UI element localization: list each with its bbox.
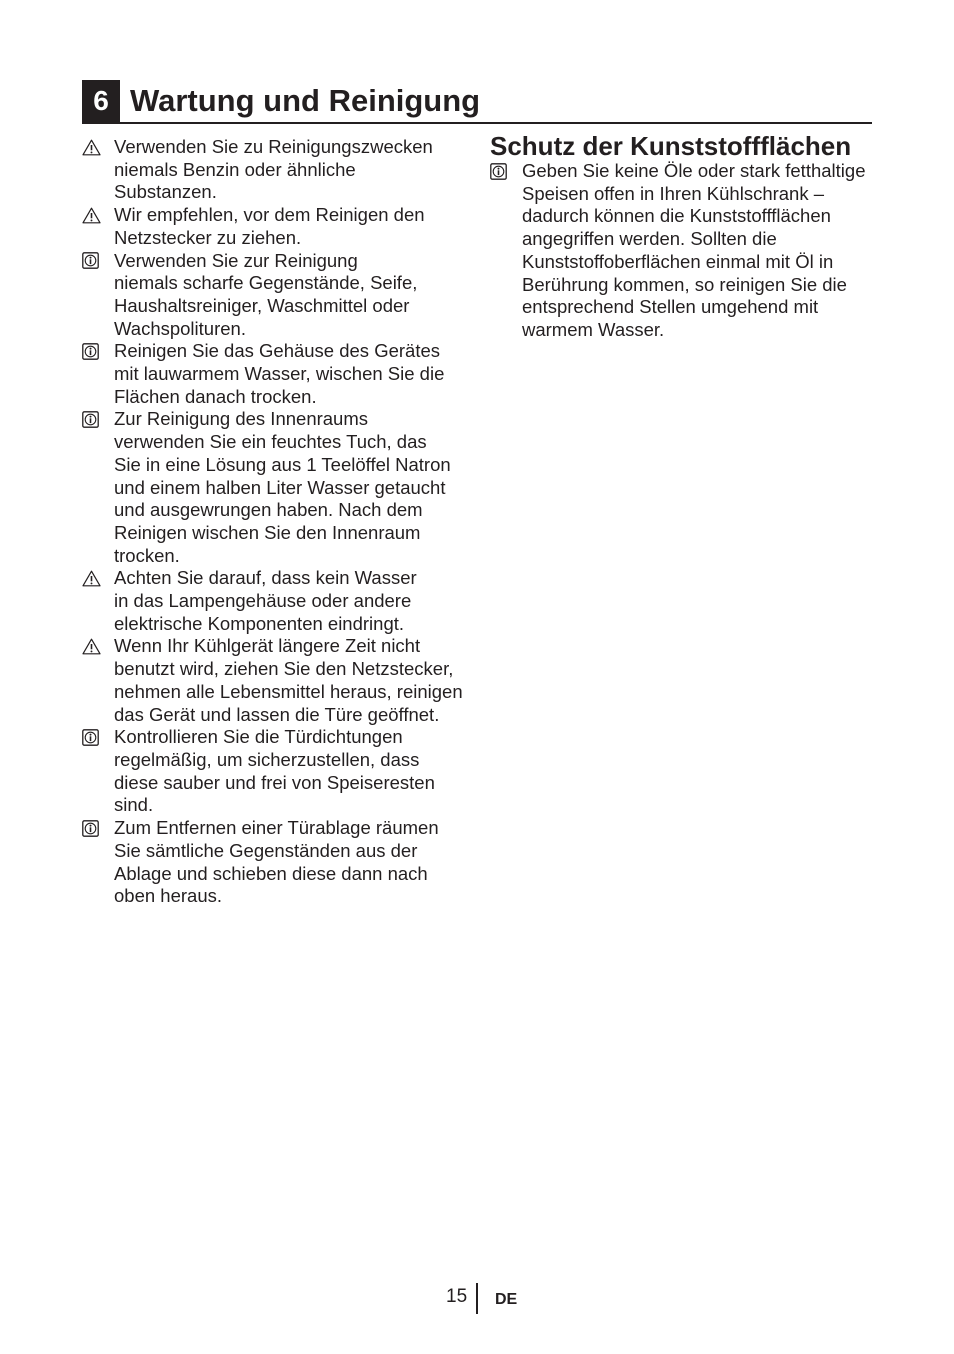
page-number: 15 xyxy=(446,1286,468,1307)
item-text-line: Kontrollieren Sie die Türdichtungen xyxy=(114,726,403,748)
list-item xyxy=(82,250,472,341)
item-text-line: Achten Sie darauf, dass kein Wasser xyxy=(114,567,417,589)
list-item xyxy=(82,340,472,408)
plastic-surfaces-instructions-list xyxy=(490,160,880,342)
info-icon xyxy=(82,408,114,431)
info-icon xyxy=(82,726,114,749)
item-text-line: Wir empfehlen, vor dem Reinigen den xyxy=(114,204,425,226)
list-item xyxy=(82,726,472,817)
item-text xyxy=(114,567,472,635)
item-text-line: oben heraus. xyxy=(114,885,223,907)
warning-icon xyxy=(82,204,114,227)
info-icon xyxy=(82,817,114,840)
maintenance-instructions-list xyxy=(82,136,472,908)
item-text-line: elektrische Komponenten eindringt. xyxy=(114,612,405,634)
item-text-line: Zur Reinigung des Innenraums xyxy=(114,408,369,430)
item-text xyxy=(114,408,472,567)
item-text-line: niemals Benzin oder ähnliche xyxy=(114,158,356,180)
item-text-line: Geben Sie keine Öle oder stark fetthaltige xyxy=(522,160,866,181)
warning-icon xyxy=(82,635,114,658)
list-item xyxy=(82,817,472,908)
list-item xyxy=(82,204,472,249)
item-text-line: nehmen alle Lebensmittel heraus, reinigen xyxy=(114,680,463,702)
list-item xyxy=(82,635,472,726)
item-text-line: entsprechend Stellen umgehend mit xyxy=(522,296,819,318)
subsection-heading: Schutz der Kunststoffflächen xyxy=(490,131,852,161)
footer-divider xyxy=(476,1283,478,1314)
item-text-line: mit lauwarmem Wasser, wischen Sie die xyxy=(114,363,445,385)
item-text-line: verwenden Sie ein feuchtes Tuch, das xyxy=(114,431,427,453)
info-icon xyxy=(490,160,522,183)
item-text-line: warmem Wasser. xyxy=(522,318,665,340)
item-text-line: Reinigen Sie das Gehäuse des Gerätes xyxy=(114,340,441,362)
item-text-line: Berührung kommen, so reinigen Sie die xyxy=(522,273,847,295)
item-text-line: Zum Entfernen einer Türablage räumen xyxy=(114,817,439,839)
item-text-line: Reinigen wischen Sie den Innenraum xyxy=(114,521,421,543)
item-text xyxy=(114,726,472,817)
item-text xyxy=(114,136,472,204)
info-icon xyxy=(82,340,114,363)
language-code: DE xyxy=(495,1291,518,1308)
section-header xyxy=(82,80,872,124)
item-text xyxy=(114,635,472,726)
item-text xyxy=(114,204,472,249)
item-text-line: Kunststoffoberflächen einmal mit Öl in xyxy=(522,250,834,272)
warning-icon xyxy=(82,136,114,159)
item-text-line: benutzt wird, ziehen Sie den Netzstecker, xyxy=(114,658,454,680)
item-text-line: regelmäßig, um sicherzustellen, dass xyxy=(114,748,420,770)
item-text-line: Sie sämtliche Gegenständen aus der xyxy=(114,839,418,861)
section-number: 6 xyxy=(82,80,120,122)
item-text-line: Substanzen. xyxy=(114,181,217,203)
section-divider xyxy=(82,122,872,124)
list-item xyxy=(82,136,472,204)
item-text-line: Speisen offen in Ihren Kühlschrank – xyxy=(522,182,825,204)
item-text-line: dadurch können die Kunststoffflächen xyxy=(522,205,831,227)
item-text-line: Sie in eine Lösung aus 1 Teelöffel Natron xyxy=(114,453,451,475)
item-text-line: Haushaltsreiniger, Waschmittel oder xyxy=(114,294,410,316)
item-text-line: diese sauber und frei von Speiseresten xyxy=(114,771,435,793)
list-item xyxy=(82,567,472,635)
item-text-line: Verwenden Sie zur Reinigung xyxy=(114,249,358,271)
item-text xyxy=(114,340,472,408)
list-item xyxy=(490,160,880,342)
item-text xyxy=(114,817,472,908)
item-text-line: trocken. xyxy=(114,544,180,566)
item-text-line: Ablage und schieben diese dann nach xyxy=(114,862,428,884)
item-text-line: Wachspolituren. xyxy=(114,317,246,339)
item-text-line: Verwenden Sie zu Reinigungszwecken xyxy=(114,136,433,157)
page-title: Wartung und Reinigung xyxy=(130,83,481,118)
list-item xyxy=(82,408,472,567)
item-text-line: in das Lampengehäuse oder andere xyxy=(114,590,412,612)
item-text-line: Netzstecker zu ziehen. xyxy=(114,226,302,248)
item-text-line: Wenn Ihr Kühlgerät längere Zeit nicht xyxy=(114,635,421,657)
info-icon xyxy=(82,250,114,273)
item-text-line: niemals scharfe Gegenstände, Seife, xyxy=(114,272,418,294)
item-text-line: und einem halben Liter Wasser getaucht xyxy=(114,476,446,498)
item-text-line: und ausgewrungen haben. Nach dem xyxy=(114,499,423,521)
item-text xyxy=(114,250,472,341)
item-text-line: Flächen danach trocken. xyxy=(114,385,317,407)
item-text xyxy=(522,160,880,342)
warning-icon xyxy=(82,567,114,590)
item-text-line: angegriffen werden. Sollten die xyxy=(522,228,777,250)
item-text-line: das Gerät und lassen die Türe geöffnet. xyxy=(114,703,440,725)
item-text-line: sind. xyxy=(114,794,154,816)
